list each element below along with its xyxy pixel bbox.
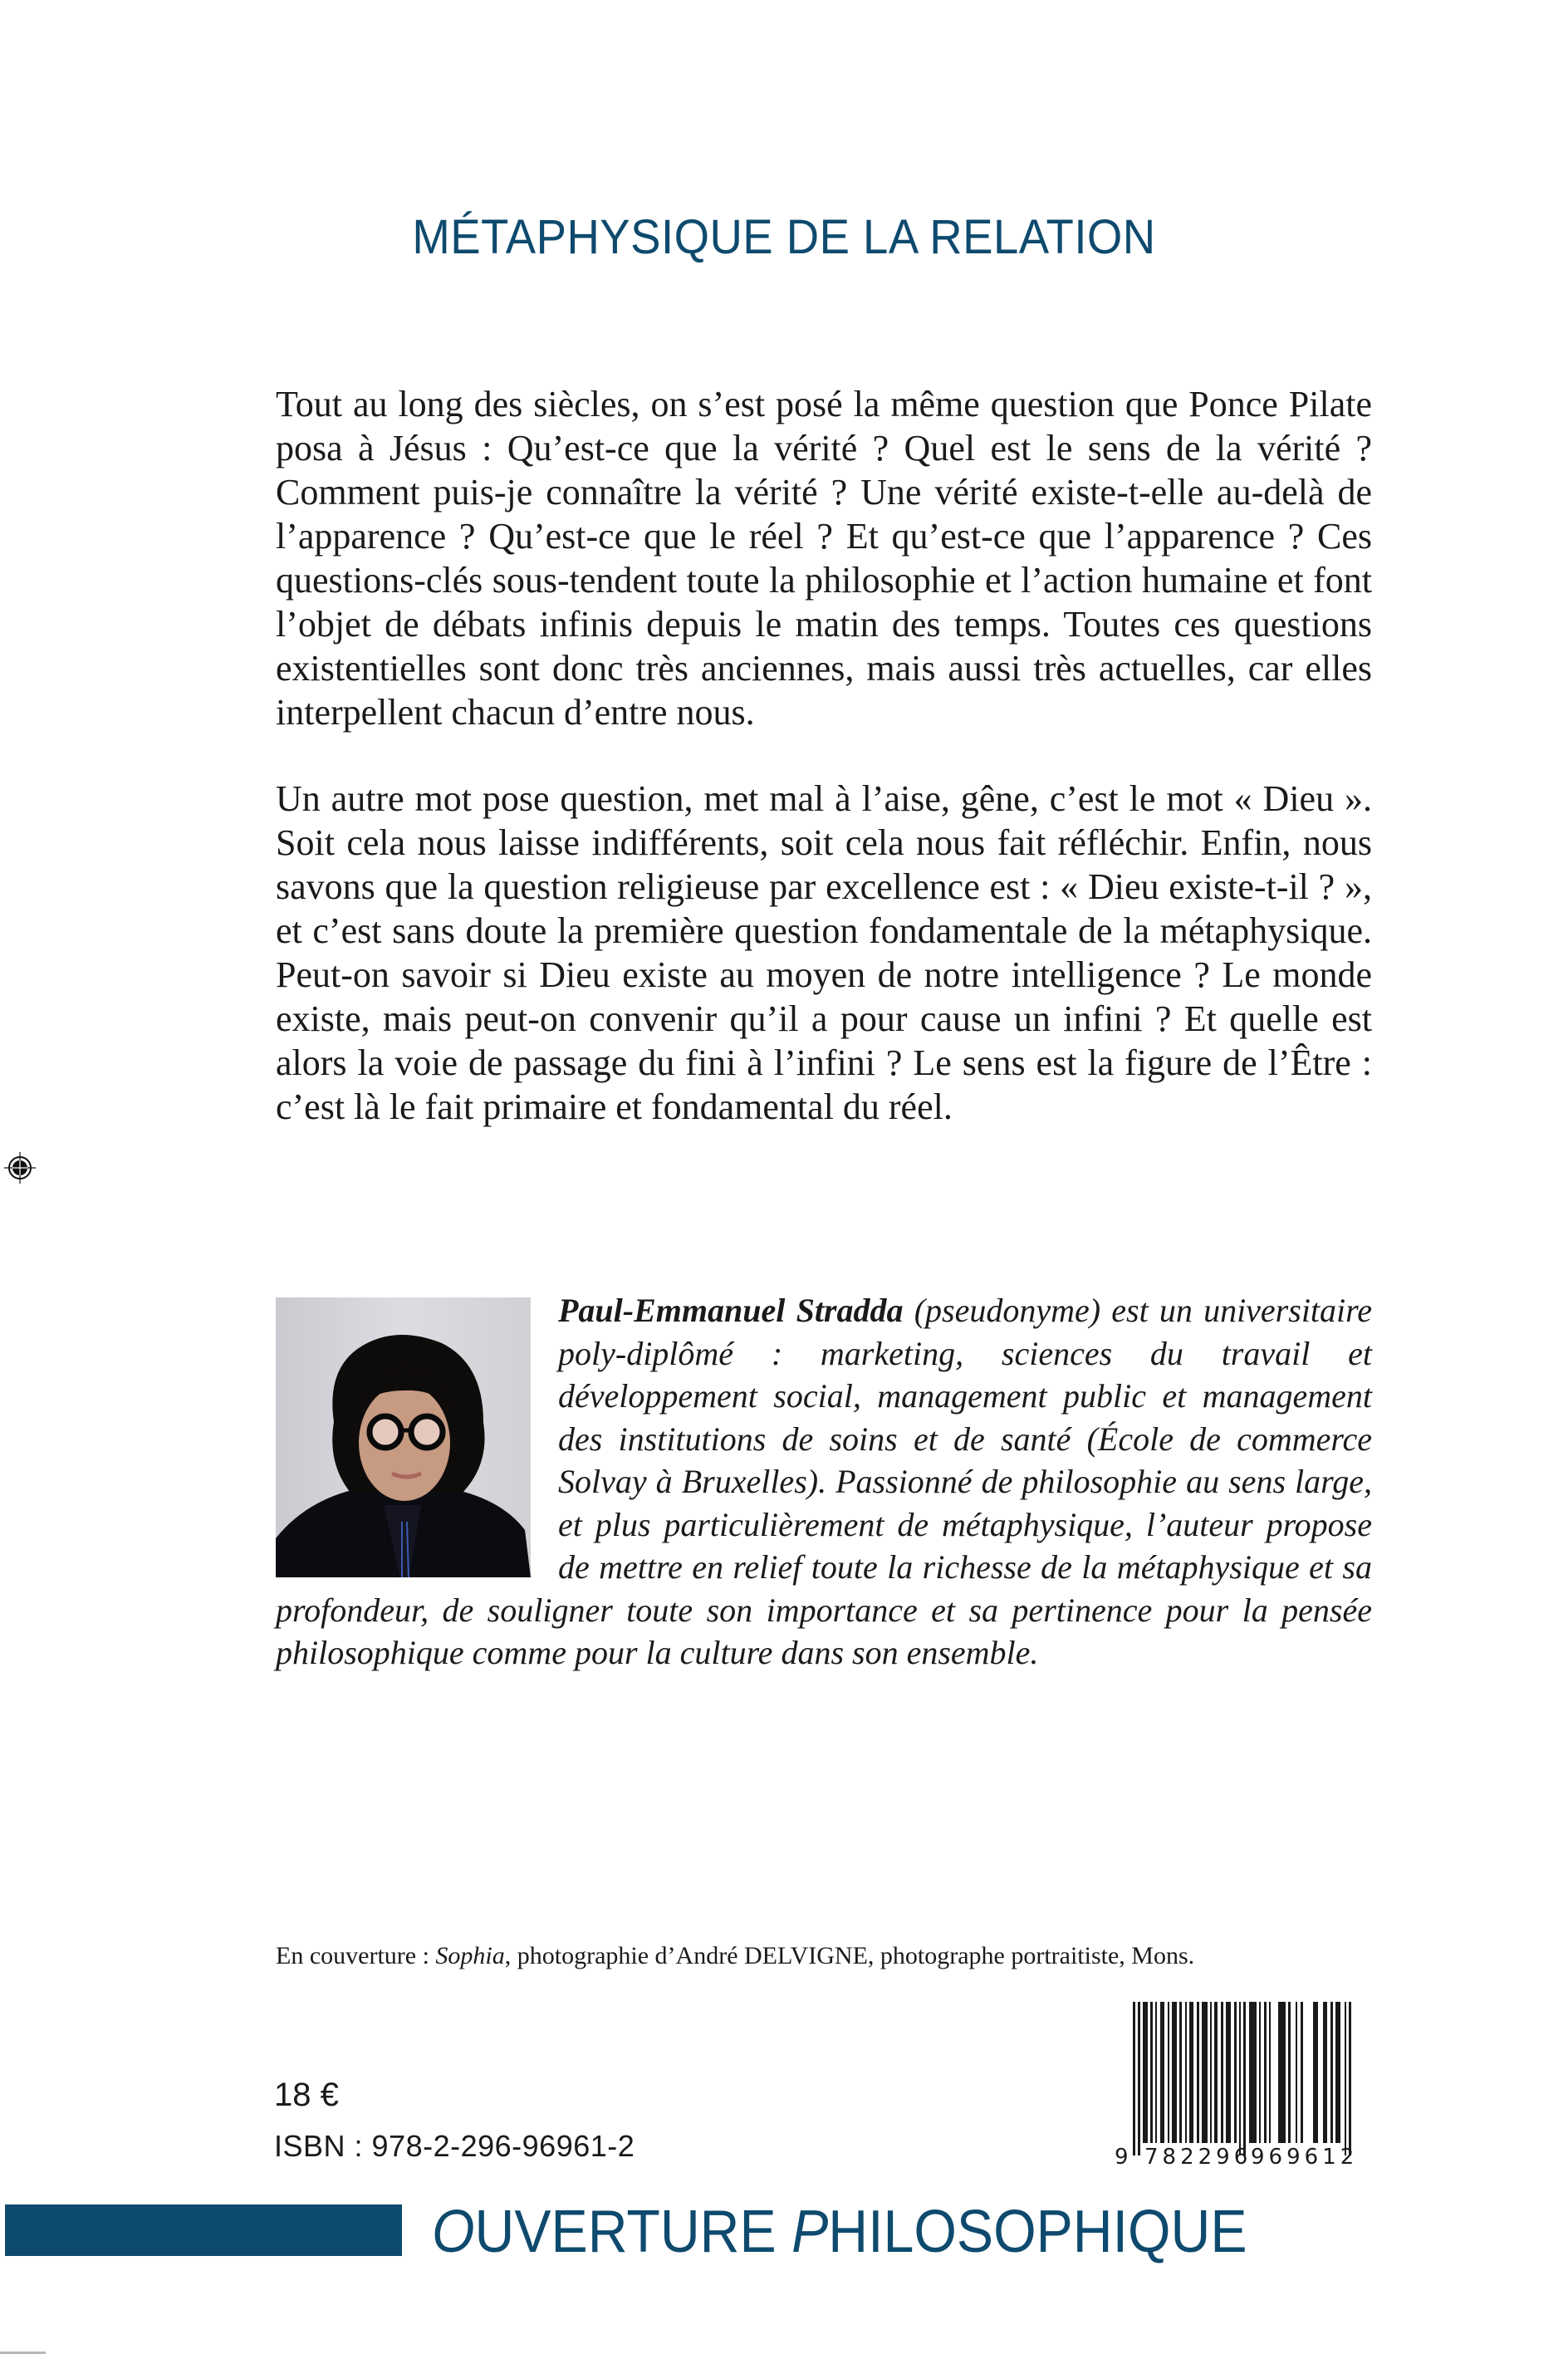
barcode-digits-left: 782296 [1144, 2145, 1252, 2170]
summary-paragraph-2 [276, 777, 1372, 1129]
author-bio-text: (pseudonyme) est un universitaire poly-diplômé : marketing, sciences du travail et développement social, management public et management des institutions de soins et de santé (École de commerce Solvay à Bruxelles). Passionné de philosophie au sens large, et plus particulièrement de métaphysique, l’auteur propose de mettre en relief toute la richesse de la métaphysique et sa profondeur, de souligner toute son importance et sa pertinence pour la pensée philosophique comme pour la culture dans son ensemble. [276, 1292, 1372, 1671]
series-initial-p: P [791, 2199, 829, 2265]
credit-work-title: Sophia [435, 1942, 505, 1969]
photo-spacer [276, 1289, 558, 1582]
barcode-icon [1113, 1994, 1387, 2185]
author-bio [276, 1289, 1372, 1675]
paragraph-text: Tout au long des siècles, on s’est posé la même question que Ponce Pilate posa à Jésus : Qu’est-ce que la vérité ? Quel est le sens de la vérité ? Comment puis-je connaître la vérité ? Une vérité existe-t-elle au-delà de l’apparence ? Qu’est-ce que le réel ? Et qu’est-ce que l’apparence ? Ces questions-clés sous-tendent toute la philosophie et l’action humaine et font l’objet de débats infinis depuis le matin des temps. Toutes ces questions existentielles sont donc très anciennes, mais aussi très actuelles, car elles interpellent chacun d’entre nous. [276, 384, 1372, 733]
cover-credit [276, 1942, 1194, 1970]
series-initial-o: O [432, 2199, 475, 2265]
price: 18 € [274, 2077, 339, 2113]
summary-paragraph-1 [276, 382, 1372, 734]
registration-mark-icon [3, 1151, 37, 1184]
series-word-1: UVERTURE [474, 2199, 792, 2265]
paragraph-text: Un autre mot pose question, met mal à l’aise, gêne, c’est le mot « Dieu ». Soit cela nous laisse indifférents, soit cela nous fait réfléchir. Enfin, nous savons que la question religieuse par excellence est : « Dieu existe-t-il ? », et c’est sans doute la première question fondamentale de la métaphysique. Peut-on savoir si Dieu existe au moyen de notre intelligence ? Le monde existe, mais peut-on convenir qu’il a pour cause un infini ? Et quelle est alors la voie de passage du fini à l’infini ? Le sens est la figure de l’Être : c’est là le fait primaire et fondamental du réel. [276, 778, 1372, 1127]
isbn: ISBN : 978-2-296-96961-2 [274, 2129, 635, 2163]
barcode-digits-right: 969612 [1251, 2145, 1359, 2170]
author-name: Paul-Emmanuel Stradda [558, 1292, 904, 1329]
credit-suffix: , photographie d’André DELVIGNE, photographe portraitiste, Mons. [504, 1942, 1195, 1969]
series-word-2: HILOSOPHIQUE [828, 2199, 1247, 2265]
series-color-bar [5, 2204, 402, 2256]
series-name [432, 2198, 1247, 2266]
barcode-digit-prefix: 9 [1115, 2145, 1129, 2170]
book-title: MÉTAPHYSIQUE DE LA RELATION [412, 210, 1156, 264]
credit-prefix: En couverture : [276, 1942, 436, 1969]
